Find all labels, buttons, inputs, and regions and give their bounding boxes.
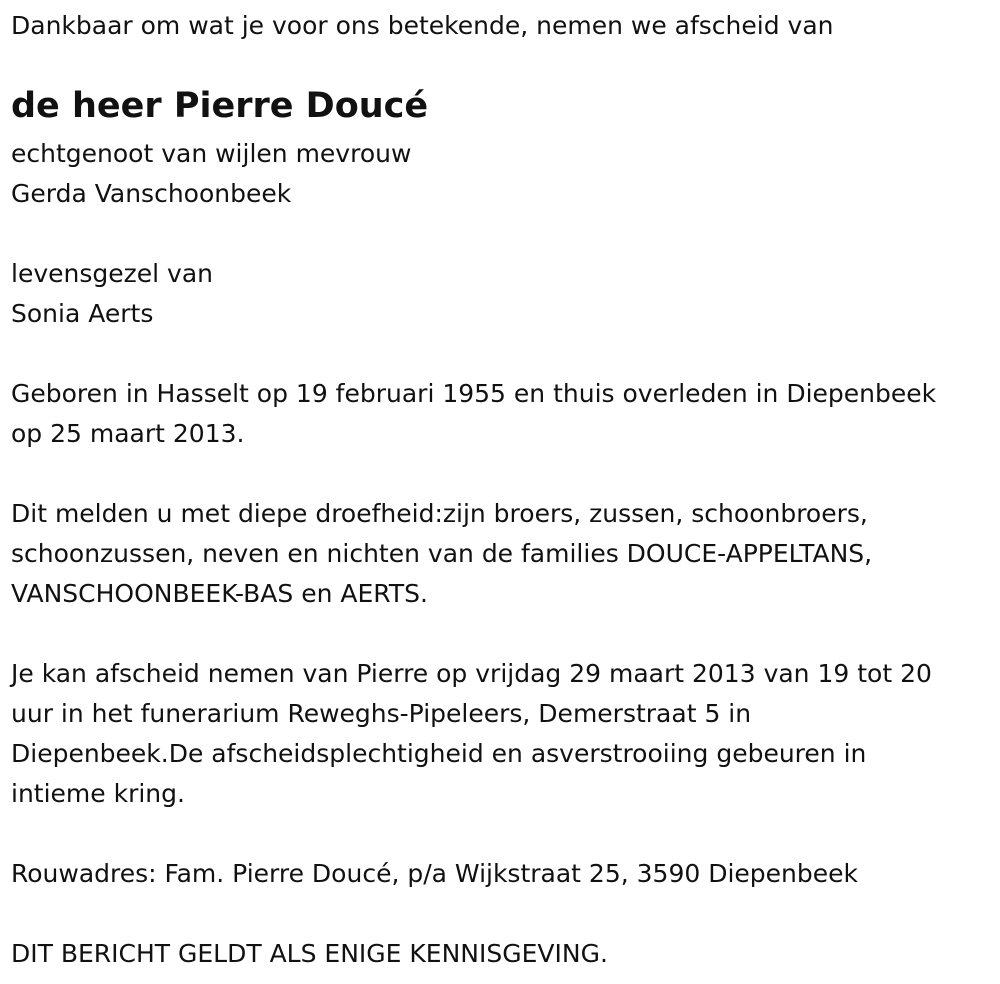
family-notice-block	[11, 494, 872, 614]
family-notice-line: schoonzussen, neven en nichten van de families DOUCE-APPELTANS,	[11, 539, 873, 568]
birth-death-block	[11, 374, 936, 454]
family-notice-line: VANSCHOONBEEK-BAS en AERTS.	[11, 579, 428, 608]
birth-death-line: Geboren in Hasselt op 19 februari 1955 en thuis overleden in Diepenbeek	[11, 379, 937, 408]
partner-relation: levensgezel van	[11, 259, 213, 288]
spouse-name: Gerda Vanschoonbeek	[11, 179, 292, 208]
final-notice-block	[11, 934, 608, 974]
family-notice-line: Dit melden u met diepe droefheid:zijn broers, zussen, schoonbroers,	[11, 499, 868, 528]
intro-text: Dankbaar om wat je voor ons betekende, nemen we afscheid van	[11, 11, 834, 40]
partner-block	[11, 254, 213, 334]
farewell-line: Diepenbeek.De afscheidsplechtigheid en asverstrooiing gebeuren in	[11, 739, 867, 768]
farewell-line: intieme kring.	[11, 779, 185, 808]
final-notice: DIT BERICHT GELDT ALS ENIGE KENNISGEVING.	[11, 939, 608, 968]
birth-death-line: op 25 maart 2013.	[11, 419, 245, 448]
spouse-block	[11, 134, 411, 214]
partner-name: Sonia Aerts	[11, 299, 154, 328]
farewell-block	[11, 654, 932, 814]
mourning-address-block	[11, 854, 858, 894]
spouse-relation: echtgenoot van wijlen mevrouw	[11, 139, 412, 168]
mourning-address: Rouwadres: Fam. Pierre Doucé, p/a Wijkstraat 25, 3590 Diepenbeek	[11, 859, 858, 888]
deceased-name: de heer Pierre Doucé	[11, 86, 429, 126]
farewell-line: Je kan afscheid nemen van Pierre op vrijdag 29 maart 2013 van 19 tot 20	[11, 659, 932, 688]
farewell-line: uur in het funerarium Reweghs-Pipeleers, Demerstraat 5 in	[11, 699, 752, 728]
